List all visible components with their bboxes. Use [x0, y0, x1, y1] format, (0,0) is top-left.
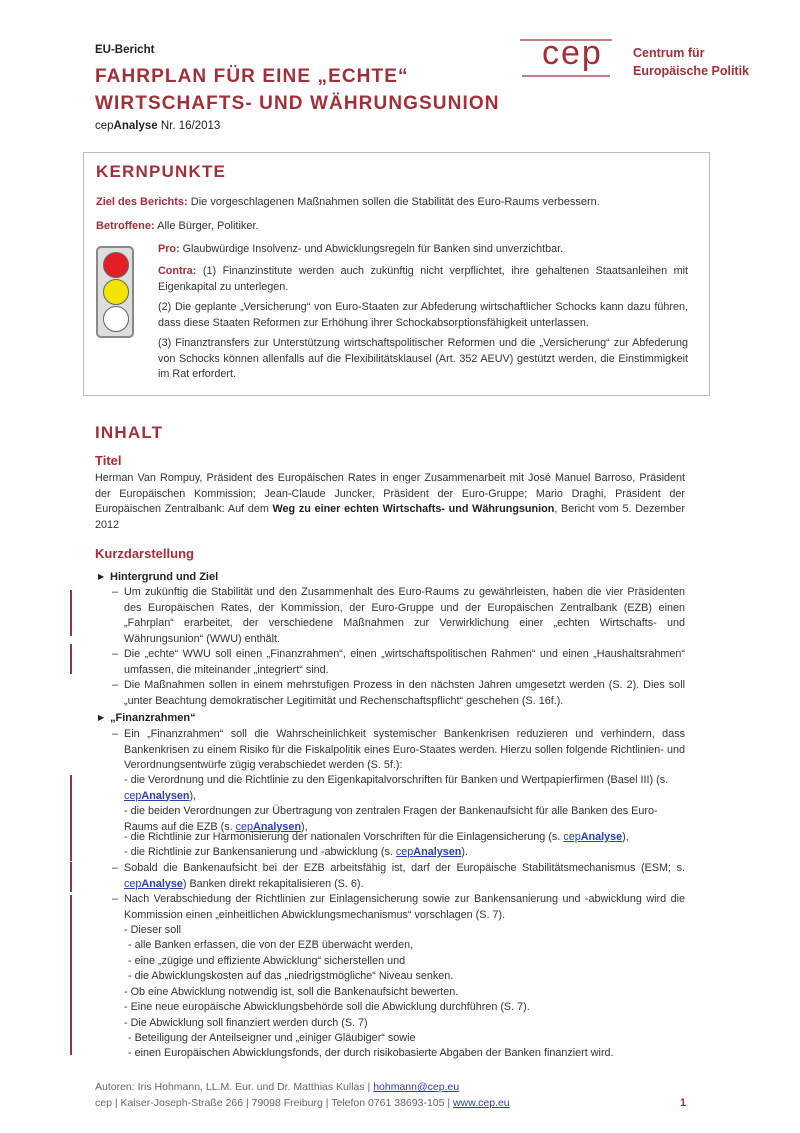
titel-paragraph	[95, 471, 685, 533]
b1-item-3: – Die Maßnahmen sollen in einem mehrstufigen Prozess in den nächsten Jahren umgesetzt werden (S. 2). Dies soll „unter Beachtung demokratischer Legitimität und Rechenschaftspflicht“ geschehen (S. 16f.).	[112, 679, 685, 707]
series-num: Nr. 16/2013	[157, 120, 221, 132]
triangle-bullet-icon: ▶	[98, 572, 105, 581]
titel-heading: Titel	[95, 453, 122, 468]
cep-analyse-link[interactable]: cepAnalyse	[124, 877, 183, 890]
b2-item-3: – Nach Verabschiedung der Richtlinien zur Einlagensicherung sowie zur Bankensanierung und -abwicklung wird die Kommission einen „einheitlichen Abwicklungsmechanismus“ vorschlagen (S. 7).	[112, 893, 685, 921]
cep-analysen-link[interactable]: cepAnalysen	[395, 846, 462, 858]
triangle-bullet-icon: ▶	[98, 713, 105, 722]
b2-sub-4: - die Richtlinie zur Bankensanierung und -abwicklung (s. cepAnalysen).	[124, 846, 468, 858]
b2-item-2: – Sobald die Bankenaufsicht bei der EZB arbeitsfähig ist, darf der Europäische Stabilitätsmechanismus (ESM; s. cepAnalyse) Banken direkt rekapitalisieren (S. 6).	[112, 862, 685, 890]
betroffene-line	[96, 218, 696, 234]
cep-analyse-link[interactable]: cepAnalyse	[563, 831, 623, 843]
b2-item3-s4b: - einen Europäischen Abwicklungsfonds, der durch risikobasierte Abgaben der Banken finanziert wird.	[128, 1047, 614, 1059]
logo-name	[633, 44, 749, 80]
kernpunkte-heading: KERNPUNKTE	[96, 162, 227, 181]
b2-item3-s1a: - alle Banken erfassen, die von der EZB überwacht werden,	[128, 939, 414, 951]
bullet-hintergrund	[98, 571, 218, 583]
titel-text-b: , Bericht vom 5. Dezember 2012	[95, 503, 686, 531]
yellow-light-icon	[103, 279, 129, 305]
contra-3: (3) Finanztransfers zur Unterstützung wirtschaftspolitischer Reformen und die „Versicherung“ zur Abfederung von Schocks können allenfalls auf die Flexibilitätsklausel (Art. 352 AEUV) gestützt werden, die Einstimmigkeit im Rat erfordert.	[158, 337, 688, 380]
title-line-2: WIRTSCHAFTS- UND WÄHRUNGSUNION	[95, 93, 500, 114]
b2-sub-2: - die beiden Verordnungen zur Übertragung von zentralen Fragen der Bankenaufsicht für alle Banken des Euro-Raums auf die EZB (s. cepAnalysen),	[124, 805, 658, 833]
contra-label: Contra:	[158, 265, 197, 277]
footer-address: cep | Kaiser-Joseph-Straße 266 | 79098 Freiburg | Telefon 0761 38693-105 | www.cep.eu	[95, 1097, 510, 1109]
betroffene-label: Betroffene:	[96, 220, 155, 232]
change-bar	[70, 775, 72, 861]
kurzdarstellung-heading: Kurzdarstellung	[95, 546, 194, 561]
b2-sub-1: - die Verordnung und die Richtlinie zu den Eigenkapitalvorschriften für Banken und Wertpapierfirmen (Basel III) (s. cepAnalysen),	[124, 774, 669, 802]
b2-item3-s4: - Die Abwicklung soll finanziert werden durch (S. 7)	[124, 1017, 368, 1029]
change-bar	[70, 644, 72, 674]
ziel-line	[96, 194, 696, 210]
pro-label: Pro:	[158, 243, 180, 255]
series-bold: Analyse	[113, 120, 158, 132]
ziel-label: Ziel des Berichts:	[96, 196, 188, 208]
b1-item-2: – Die „echte“ WWU soll einen „Finanzrahmen“, einen „wirtschaftspolitischen Rahmen“ und einen „Haushaltsrahmen“ umfassen, die miteinander „integriert“ sind.	[112, 648, 685, 676]
footer-authors: Autoren: Iris Hohmann, LL.M. Eur. und Dr. Matthias Kullas | hohmann@cep.eu	[95, 1081, 460, 1093]
b2-item3-s1b: - eine „zügige und effiziente Abwicklung“ sicherstellen und	[128, 955, 406, 967]
page-number: 1	[680, 1097, 687, 1109]
change-bar	[70, 862, 72, 892]
bullet-hintergrund-title: Hintergrund und Ziel	[110, 571, 219, 583]
bullet-finanzrahmen-title: „Finanzrahmen“	[110, 712, 196, 724]
inhalt-heading: INHALT	[95, 423, 164, 442]
pro-paragraph	[158, 242, 688, 258]
bullet-finanzrahmen	[98, 712, 196, 724]
cep-analysen-link[interactable]: cepAnalysen	[235, 820, 302, 833]
betroffene-text: Alle Bürger, Politiker.	[154, 220, 259, 232]
report-type: EU-Bericht	[95, 44, 155, 56]
series-prefix: cep	[95, 120, 114, 132]
b1-item-1: – Um zukünftig die Stabilität und den Zusammenhalt des Euro-Raums zu gewährleisten, haben die vier Präsidenten des Europäischen Rates, der Kommission, der Euro-Gruppe und der Europäischen Zentralbank (EZB) einen „Fahrplan“ erarbeitet, der verschiedene Maßnahmen zur Verwirklichung einer „echten Wirtschafts- und Währungsunion“ (WWU) enthält.	[112, 586, 685, 645]
pro-text: Glaubwürdige Insolvenz- und Abwicklungsregeln für Banken sind unverzichtbar.	[179, 243, 564, 255]
logo-text: cep	[542, 34, 603, 72]
red-light-icon	[103, 252, 129, 278]
change-bar	[70, 895, 72, 1055]
cep-analysen-link[interactable]: cepAnalysen	[124, 789, 190, 802]
series-number	[95, 120, 220, 132]
change-bar	[70, 590, 72, 636]
ziel-text: Die vorgeschlagenen Maßnahmen sollen die Stabilität des Euro-Raums verbessern.	[187, 196, 600, 208]
contra-text: (1) Finanzinstitute werden auch zukünftig nicht verpflichtet, ihre gehaltenen Staatsanleihen mit Eigenkapital zu unterlegen.	[158, 265, 688, 293]
titel-text-bold: Weg zu einer echten Wirtschafts- und Währungsunion	[272, 503, 555, 515]
author-email-link[interactable]: hohmann@cep.eu	[373, 1081, 460, 1093]
white-light-icon	[103, 306, 129, 332]
contra-paragraph	[158, 264, 688, 295]
logo-name-line2: Europäische Politik	[633, 64, 750, 78]
contra-2: (2) Die geplante „Versicherung“ von Euro-Staaten zur Abfederung wirtschaftlicher Schocks kann dazu führen, dass diese Staaten Reformen zur Erhöhung ihrer Schockabsorptionsfähigkeit unterlassen.	[158, 301, 688, 329]
traffic-light-icon	[96, 246, 134, 338]
b2-item3-s1c: - die Abwicklungskosten auf das „niedrigstmögliche“ Niveau senken.	[128, 970, 454, 982]
b2-item3-s2: - Ob eine Abwicklung notwendig ist, soll die Bankenaufsicht bewerten.	[124, 986, 459, 998]
website-link[interactable]: www.cep.eu	[453, 1097, 510, 1109]
titel-text-a: Herman Van Rompuy, Präsident des Europäischen Rates in enger Zusammenarbeit mit José Manuel Barroso, Präsident der Europäischen Kommission; Jean-Claude Juncker, Präsident der Euro-Gruppe; Mario Draghi, Präsident der Europäischen Zentralbank: Auf dem	[95, 472, 685, 515]
b2-item3-s3: - Eine neue europäische Abwicklungsbehörde soll die Abwicklung durchführen (S. 7).	[124, 1001, 530, 1013]
b2-item3-s1: - Dieser soll	[124, 924, 181, 936]
b2-sub-3: - die Richtlinie zur Harmonisierung der nationalen Vorschriften für die Einlagensicherung (s. cepAnalyse),	[124, 831, 629, 843]
logo-name-line1: Centrum für	[633, 46, 705, 60]
b2-item-1: – Ein „Finanzrahmen“ soll die Wahrscheinlichkeit systemischer Bankenkrisen reduzieren und verhindern, dass Bankenkrisen zu einem Risiko für die Fiskalpolitik eines Euro-Staates werden. Hierzu sollen folgende Richtlinien- und Verordnungsentwürfe zügig verabschiedet werden (S. 5f.):	[112, 728, 685, 771]
title-line-1: FAHRPLAN FÜR EINE „ECHTE“	[95, 66, 409, 87]
b2-item3-s4a: - Beteiligung der Anteilseigner und „einiger Gläubiger“ sowie	[128, 1032, 416, 1044]
